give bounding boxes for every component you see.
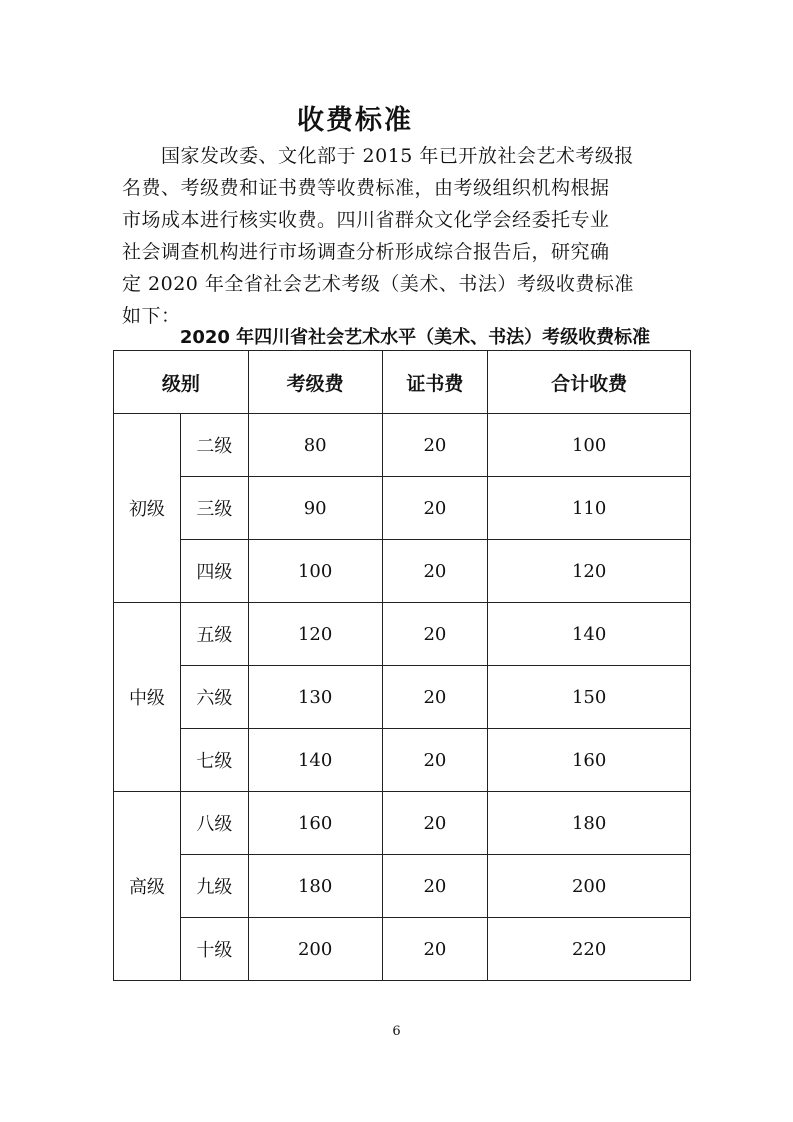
intro-paragraph [122, 140, 678, 332]
paragraph-line: 定 2020 年全省社会艺术考级（美术、书法）考级收费标准 [122, 273, 634, 295]
cert-fee-cell: 20 [382, 603, 488, 666]
grade-cell: 二级 [180, 414, 248, 477]
group-cell: 高级 [114, 792, 181, 981]
paragraph-line: 如下： [122, 305, 181, 327]
cert-fee-cell: 20 [382, 540, 488, 603]
grade-cell: 四级 [180, 540, 248, 603]
table-row [114, 855, 691, 918]
exam-fee-cell: 100 [248, 540, 382, 603]
header-total-fee: 合计收费 [488, 351, 691, 414]
total-fee-cell: 120 [488, 540, 691, 603]
cert-fee-cell: 20 [382, 414, 488, 477]
table-row [114, 666, 691, 729]
total-fee-cell: 100 [488, 414, 691, 477]
header-cert-fee: 证书费 [382, 351, 488, 414]
exam-fee-cell: 180 [248, 855, 382, 918]
exam-fee-cell: 120 [248, 603, 382, 666]
cert-fee-cell: 20 [382, 666, 488, 729]
total-fee-cell: 110 [488, 477, 691, 540]
paragraph-line: 国家发改委、文化部于 2015 年已开放社会艺术考级报 [122, 145, 634, 167]
grade-cell: 十级 [180, 918, 248, 981]
grade-cell: 七级 [180, 729, 248, 792]
paragraph-line: 名费、考级费和证书费等收费标准，由考级组织机构根据 [122, 177, 610, 199]
cert-fee-cell: 20 [382, 918, 488, 981]
total-fee-cell: 140 [488, 603, 691, 666]
cert-fee-cell: 20 [382, 729, 488, 792]
table-row [114, 918, 691, 981]
header-level: 级别 [114, 351, 249, 414]
total-fee-cell: 220 [488, 918, 691, 981]
table-row [114, 729, 691, 792]
table-row [114, 477, 691, 540]
exam-fee-cell: 90 [248, 477, 382, 540]
exam-fee-cell: 160 [248, 792, 382, 855]
table-row [114, 414, 691, 477]
paragraph-line: 社会调查机构进行市场调查分析形成综合报告后，研究确 [122, 241, 610, 263]
total-fee-cell: 150 [488, 666, 691, 729]
table-header-row [114, 351, 691, 414]
cert-fee-cell: 20 [382, 792, 488, 855]
paragraph-line: 市场成本进行核实收费。四川省群众文化学会经委托专业 [122, 209, 610, 231]
table-row [114, 792, 691, 855]
total-fee-cell: 200 [488, 855, 691, 918]
total-fee-cell: 180 [488, 792, 691, 855]
page-number: 6 [392, 1024, 401, 1039]
total-fee-cell: 160 [488, 729, 691, 792]
table-row [114, 540, 691, 603]
table-row [114, 603, 691, 666]
grade-cell: 六级 [180, 666, 248, 729]
page-title: 收费标准 [297, 105, 413, 136]
grade-cell: 八级 [180, 792, 248, 855]
header-exam-fee: 考级费 [248, 351, 382, 414]
group-cell: 中级 [114, 603, 181, 792]
grade-cell: 九级 [180, 855, 248, 918]
group-cell: 初级 [114, 414, 181, 603]
exam-fee-cell: 200 [248, 918, 382, 981]
exam-fee-cell: 130 [248, 666, 382, 729]
cert-fee-cell: 20 [382, 477, 488, 540]
fee-table [113, 350, 691, 981]
table-title: 2020 年四川省社会艺术水平（美术、书法）考级收费标准 [179, 327, 651, 348]
exam-fee-cell: 80 [248, 414, 382, 477]
grade-cell: 五级 [180, 603, 248, 666]
cert-fee-cell: 20 [382, 855, 488, 918]
grade-cell: 三级 [180, 477, 248, 540]
exam-fee-cell: 140 [248, 729, 382, 792]
